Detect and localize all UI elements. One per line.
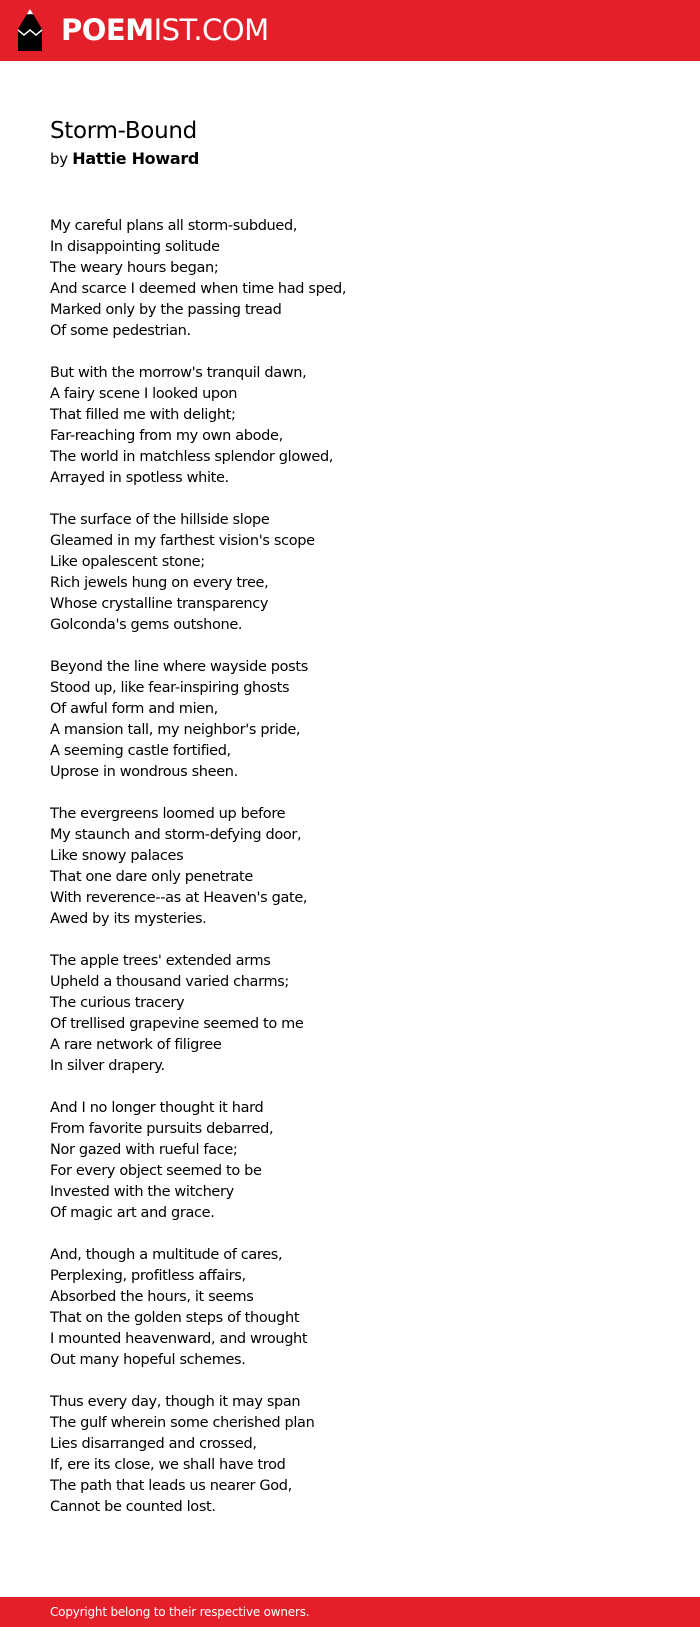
- poem-stanza: [50, 216, 650, 342]
- poem-line: Invested with the witchery: [50, 1184, 234, 1200]
- poem-line: The curious tracery: [50, 995, 185, 1011]
- poem-line: My careful plans all storm-subdued,: [50, 218, 298, 234]
- logo-text-light: IST.COM: [153, 13, 269, 47]
- site-footer: [0, 1597, 700, 1627]
- poem-line: Whose crystalline transparency: [50, 596, 269, 612]
- poem-line: Nor gazed with rueful face;: [50, 1142, 238, 1158]
- poem-line: Stood up, like fear-inspiring ghosts: [50, 680, 290, 696]
- poem-line: And, though a multitude of cares,: [50, 1247, 283, 1263]
- poem-stanza: [50, 1392, 650, 1518]
- poem-line: For every object seemed to be: [50, 1163, 262, 1179]
- poem-line: Absorbed the hours, it seems: [50, 1289, 254, 1305]
- poem-line: Thus every day, though it may span: [50, 1394, 301, 1410]
- pencil-icon: [18, 9, 42, 51]
- poem-line: Like snowy palaces: [50, 848, 184, 864]
- poem-stanza: [50, 951, 650, 1077]
- poem-line: My staunch and storm-defying door,: [50, 827, 302, 843]
- poem-line: Awed by its mysteries.: [50, 911, 207, 927]
- logo-text: [61, 9, 269, 51]
- poem-title: Storm-Bound: [50, 118, 197, 144]
- poem-line: And I no longer thought it hard: [50, 1100, 264, 1116]
- poem-line: The weary hours began;: [50, 260, 219, 276]
- poem-content: [50, 114, 650, 1539]
- poem-line: Gleamed in my farthest vision's scope: [50, 533, 315, 549]
- poem-line: The path that leads us nearer God,: [50, 1478, 292, 1494]
- poem-line: I mounted heavenward, and wrought: [50, 1331, 308, 1347]
- poem-line: Of magic art and grace.: [50, 1205, 215, 1221]
- poem-line: The evergreens loomed up before: [50, 806, 286, 822]
- poem-line: Out many hopeful schemes.: [50, 1352, 246, 1368]
- poem-byline: [50, 148, 650, 170]
- poem-stanza: [50, 363, 650, 489]
- poem-line: A fairy scene I looked upon: [50, 386, 238, 402]
- poem-line: Beyond the line where wayside posts: [50, 659, 308, 675]
- site-logo-link[interactable]: [18, 9, 269, 51]
- poem-line: With reverence--as at Heaven's gate,: [50, 890, 308, 906]
- poem-line: Arrayed in spotless white.: [50, 470, 229, 486]
- poem-line: Upheld a thousand varied charms;: [50, 974, 289, 990]
- poem-line: But with the morrow's tranquil dawn,: [50, 365, 307, 381]
- poem-line: Cannot be counted lost.: [50, 1499, 216, 1515]
- poem-line: The gulf wherein some cherished plan: [50, 1415, 315, 1431]
- poem-line: If, ere its close, we shall have trod: [50, 1457, 286, 1473]
- poem-line: The apple trees' extended arms: [50, 953, 271, 969]
- footer-copyright: Copyright belong to their respective owners.: [50, 1605, 310, 1619]
- poem-line: The surface of the hillside slope: [50, 512, 270, 528]
- poem-line: That filled me with delight;: [50, 407, 236, 423]
- poem-line: Of some pedestrian.: [50, 323, 191, 339]
- poem-line: In silver drapery.: [50, 1058, 165, 1074]
- poem-line: Far-reaching from my own abode,: [50, 428, 283, 444]
- poem-line: Of trellised grapevine seemed to me: [50, 1016, 304, 1032]
- poem-line: Of awful form and mien,: [50, 701, 218, 717]
- poem-stanza: [50, 657, 650, 783]
- poem-line: In disappointing solitude: [50, 239, 220, 255]
- poem-line: From favorite pursuits debarred,: [50, 1121, 274, 1137]
- poem-line: A rare network of filigree: [50, 1037, 222, 1053]
- poem-line: The world in matchless splendor glowed,: [50, 449, 334, 465]
- poem-line: Like opalescent stone;: [50, 554, 205, 570]
- byline-prefix: by: [50, 150, 68, 168]
- poem-stanza: [50, 510, 650, 636]
- site-header: [0, 0, 700, 61]
- poem-line: Perplexing, profitless affairs,: [50, 1268, 246, 1284]
- poem-line: Golconda's gems outshone.: [50, 617, 243, 633]
- poem-stanza: [50, 1245, 650, 1371]
- poem-line: Marked only by the passing tread: [50, 302, 282, 318]
- poem-line: A seeming castle fortified,: [50, 743, 231, 759]
- poem-line: A mansion tall, my neighbor's pride,: [50, 722, 301, 738]
- poem-line: That on the golden steps of thought: [50, 1310, 300, 1326]
- poem-line: That one dare only penetrate: [50, 869, 253, 885]
- poem-body: [50, 216, 650, 1518]
- poem-line: Lies disarranged and crossed,: [50, 1436, 257, 1452]
- poem-line: And scarce I deemed when time had sped,: [50, 281, 347, 297]
- poem-stanza: [50, 1098, 650, 1224]
- poem-author: Hattie Howard: [72, 149, 200, 168]
- logo-text-bold: POEM: [61, 13, 154, 47]
- poem-line: Rich jewels hung on every tree,: [50, 575, 269, 591]
- poem-stanza: [50, 804, 650, 930]
- poem-line: Uprose in wondrous sheen.: [50, 764, 238, 780]
